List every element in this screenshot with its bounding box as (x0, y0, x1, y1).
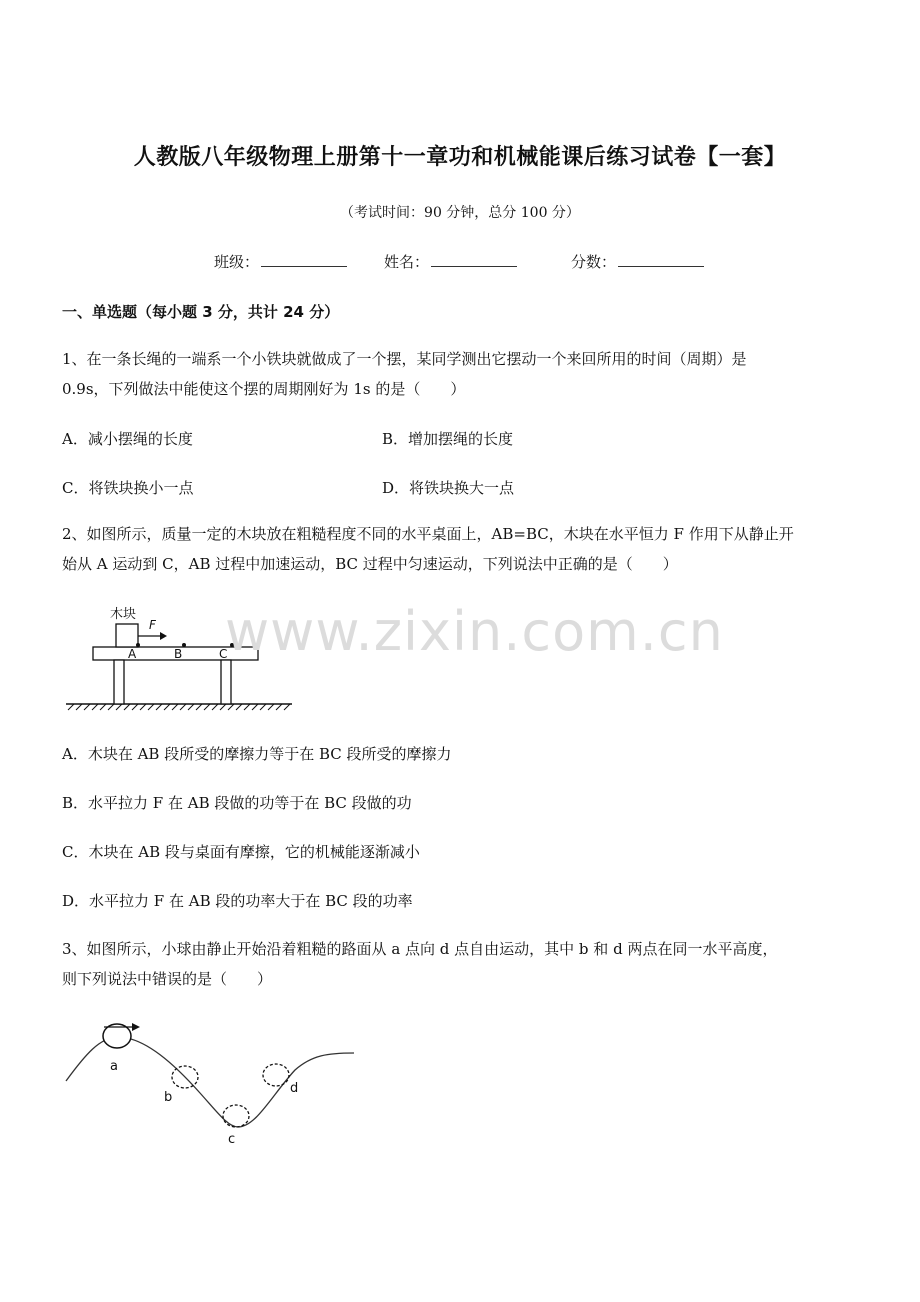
question-1-line2: 0.9s，下列做法中能使这个摆的周期刚好为 1s 的是（ ） (62, 380, 466, 398)
section-heading: 一、单选题（每小题 3 分，共计 24 分） (62, 303, 340, 321)
class-blank[interactable] (261, 252, 347, 267)
ground-hatching (68, 704, 290, 710)
watermark: www.zixin.com.cn (225, 600, 724, 663)
q1-option-a[interactable]: A．减小摆绳的长度 (62, 430, 193, 448)
point-a-label: a (110, 1059, 118, 1074)
exam-info: （考试时间：90 分钟，总分 100 分） (340, 205, 580, 221)
q1-option-d[interactable]: D．将铁块换大一点 (382, 479, 515, 497)
question-1 (62, 344, 862, 404)
question-3 (62, 934, 862, 994)
ball-track-figure (60, 1015, 360, 1155)
score-field (571, 251, 704, 272)
block-label: 木块 (110, 607, 137, 622)
question-3-line2: 则下列说法中错误的是（ ） (62, 970, 273, 988)
table-leg-left (114, 660, 124, 704)
score-label: 分数： (571, 253, 617, 271)
force-label: F (149, 618, 156, 632)
score-blank[interactable] (618, 252, 704, 267)
table-leg-right (221, 660, 231, 704)
rough-track (66, 1037, 354, 1127)
q2-option-c[interactable]: C．木块在 AB 段与桌面有摩擦，它的机械能逐渐减小 (62, 843, 420, 861)
page-title: 人教版八年级物理上册第十一章功和机械能课后练习试卷【一套】 (133, 145, 787, 170)
class-label: 班级： (214, 253, 260, 271)
point-c-label: C (219, 647, 228, 661)
q2-option-a[interactable]: A．木块在 AB 段所受的摩擦力等于在 BC 段所受的摩擦力 (62, 745, 452, 763)
wood-block (116, 624, 138, 647)
name-blank[interactable] (431, 252, 517, 267)
point-b-dot (182, 643, 186, 647)
force-arrow-head (160, 632, 167, 640)
ball-at-d (263, 1064, 289, 1086)
q2-option-b[interactable]: B．水平拉力 F 在 AB 段做的功等于在 BC 段做的功 (62, 794, 412, 812)
q2-option-d[interactable]: D．水平拉力 F 在 AB 段的功率大于在 BC 段的功率 (62, 892, 413, 910)
ball-at-c (223, 1105, 249, 1127)
question-2-line1: 2、如图所示，质量一定的木块放在粗糙程度不同的水平桌面上，AB=BC，木块在水平恒力 F 作用下从静止开 (62, 525, 794, 543)
point-d-label: d (290, 1081, 299, 1096)
class-field (214, 251, 347, 272)
name-label: 姓名： (384, 253, 430, 271)
name-field (384, 251, 517, 272)
point-b-label: b (164, 1090, 173, 1105)
question-3-line1: 3、如图所示，小球由静止开始沿着粗糙的路面从 a 点向 d 点自由运动，其中 b 和 d 两点在同一水平高度， (62, 940, 778, 958)
question-1-line1: 1、在一条长绳的一端系一个小铁块就做成了一个摆，某同学测出它摆动一个来回所用的时间（周期）是 (62, 350, 747, 368)
velocity-arrow-head (132, 1023, 140, 1031)
q1-option-b[interactable]: B．增加摆绳的长度 (382, 430, 514, 448)
question-2-line2: 始从 A 运动到 C，AB 过程中加速运动，BC 过程中匀速运动，下列说法中正确的是（ ） (62, 555, 678, 573)
point-b-label: B (174, 647, 183, 661)
point-a-label: A (128, 647, 137, 661)
point-a-dot (136, 643, 140, 647)
question-2 (62, 519, 862, 579)
point-c-label: c (228, 1132, 236, 1147)
q1-option-c[interactable]: C．将铁块换小一点 (62, 479, 194, 497)
